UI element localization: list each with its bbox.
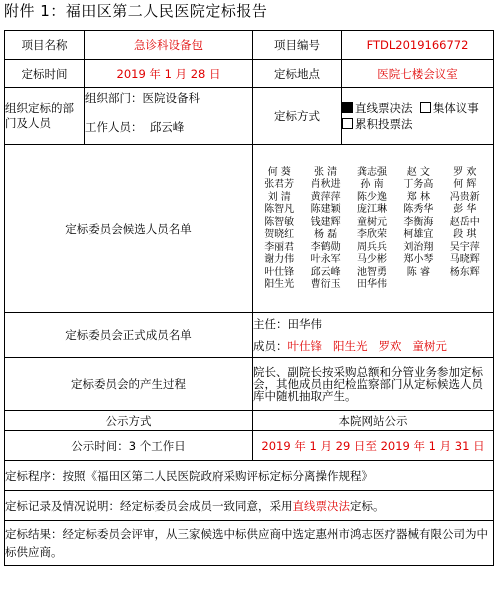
- candidate-name: 田华伟: [356, 279, 387, 290]
- table-row: [5, 461, 494, 491]
- candidate-name: 陈秀华: [403, 204, 434, 215]
- candidate-name: 吴宇萍: [449, 241, 480, 253]
- candidate-name: 赵 文: [406, 166, 430, 178]
- checkbox-icon[interactable]: [342, 118, 353, 129]
- place-label: 定标地点: [253, 60, 342, 88]
- org-staff-label: 工作人员：: [85, 120, 143, 134]
- candidate-name: 黄萍萍: [310, 191, 341, 203]
- member-name: 罗欢: [378, 339, 402, 353]
- method-option: 集体议事: [432, 101, 479, 115]
- publicity-time: 2019 年 1 月 29 日至 2019 年 1 月 31 日: [253, 431, 494, 461]
- process-label: 定标委员会的产生过程: [5, 358, 253, 411]
- candidate-name: 何 葵: [267, 166, 291, 178]
- candidate-name: 李衡海: [403, 216, 434, 228]
- table-row: [5, 491, 494, 521]
- candidate-name: 何 辉: [453, 179, 477, 190]
- candidate-name: 钱建辉: [310, 216, 341, 228]
- table-row: [5, 60, 494, 88]
- candidate-name: 陈建颖: [310, 204, 341, 215]
- table-row: [5, 88, 494, 145]
- checkbox-icon[interactable]: [420, 102, 431, 113]
- candidate-name: 贺晓红: [264, 229, 295, 240]
- candidate-name: 叶永军: [310, 254, 341, 265]
- org-dept-label: 组织部门：: [85, 91, 143, 105]
- candidate-name: 曹衍玉: [310, 279, 341, 290]
- candidate-name: 柯雄宜: [403, 229, 434, 240]
- method-options: [342, 88, 494, 145]
- table-row: [5, 521, 494, 566]
- candidate-name: 杨东辉: [449, 266, 480, 278]
- candidate-name: 李欣荣: [356, 229, 387, 240]
- candidate-name: 张 清: [314, 166, 338, 178]
- formal-label: 定标委员会正式成员名单: [5, 313, 253, 358]
- table-row: [5, 411, 494, 431]
- result-text: 定标结果：经定标委员会评审，从三家候选中标供应商中选定惠州市鸿志医疗器械有限公司为中标供应商。: [5, 521, 494, 566]
- candidate-name: 肖秋进: [310, 179, 341, 190]
- date-label: 定标时间: [5, 60, 85, 88]
- report-table: [4, 30, 494, 566]
- candidate-name: 郑小琴: [403, 254, 434, 265]
- candidate-list: [253, 167, 493, 291]
- candidate-name: 陈智凡: [264, 204, 295, 215]
- project-no: FTDL2019166772: [342, 31, 494, 60]
- candidate-name: 阳生光: [264, 279, 295, 290]
- record-suffix: 定标。: [350, 498, 385, 513]
- candidate-name: 冯贵新: [449, 191, 480, 203]
- members-label: 成员：: [253, 339, 288, 353]
- candidate-name: 童树元: [356, 216, 387, 228]
- candidate-name: 马少彬: [356, 254, 387, 265]
- record-method: 直线票决法: [292, 498, 350, 513]
- project-name-label: 项目名称: [5, 31, 85, 60]
- formal-members: [253, 313, 494, 358]
- candidate-name: 周兵兵: [356, 241, 387, 253]
- candidate-name: 彭 华: [453, 204, 477, 215]
- chair-name: 田华伟: [287, 317, 322, 331]
- table-row: [5, 313, 494, 358]
- org-details: [85, 88, 253, 145]
- candidate-name: 孙 南: [360, 179, 384, 190]
- record-prefix: 定标记录及情况说明：经定标委员会成员一致同意，采用: [5, 498, 293, 513]
- method-option: 直线票决法: [355, 101, 413, 115]
- candidate-name: 李丽君: [264, 241, 295, 253]
- record-cell: [5, 491, 494, 521]
- date-value: 2019 年 1 月 28 日: [85, 60, 253, 88]
- candidates-cell: [253, 145, 494, 313]
- candidate-name: 刘 清: [267, 191, 291, 203]
- table-row: [5, 431, 494, 461]
- project-no-label: 项目编号: [253, 31, 342, 60]
- checkbox-checked-icon[interactable]: [342, 102, 353, 113]
- member-name: 阳生光: [332, 339, 368, 353]
- candidate-name: 郑 林: [406, 191, 430, 203]
- candidate-name: 池智勇: [356, 266, 387, 278]
- place-value: 医院七楼会议室: [342, 60, 494, 88]
- candidate-name: 叶仕锋: [264, 266, 295, 278]
- chair-label: 主任：: [253, 317, 288, 331]
- candidate-name: 谢力伟: [264, 254, 295, 265]
- project-name: 急诊科设备包: [85, 31, 253, 60]
- candidate-name: 杨 磊: [314, 229, 338, 240]
- org-label: 组织定标的部门及人员: [5, 88, 85, 145]
- candidate-name: 陈 睿: [406, 266, 430, 278]
- candidate-name: 庞江琳: [356, 204, 387, 215]
- candidate-name: 罗 欢: [453, 166, 477, 178]
- member-name: 童树元: [412, 339, 447, 353]
- publicity-method: 本院网站公示: [253, 411, 494, 431]
- publicity-time-label: 公示时间：3 个工作日: [5, 431, 253, 461]
- candidate-name: 陈少逸: [356, 191, 387, 203]
- candidate-name: 丁务高: [403, 179, 434, 190]
- candidate-name: 李鹤勋: [310, 241, 341, 253]
- candidate-name: 段 琪: [453, 229, 477, 240]
- table-row: [5, 31, 494, 60]
- candidate-name: 刘治翔: [403, 241, 434, 253]
- page-title: 附件 1：福田区第二人民医院定标报告: [4, 2, 268, 20]
- procedure-text: 定标程序：按照《福田区第二人民医院政府采购评标定标分离操作规程》: [5, 461, 494, 491]
- org-staff: 邱云峰: [149, 120, 185, 134]
- candidate-name: 陈智敏: [264, 216, 295, 228]
- org-dept: 医院设备科: [142, 91, 200, 105]
- candidate-name: 马晓辉: [449, 254, 480, 265]
- candidate-name: 龚志强: [356, 166, 387, 178]
- candidate-name: 邱云峰: [310, 266, 341, 278]
- process-text: 院长、副院长按采购总额和分管业务参加定标会，其他成员由纪检监察部门从定标候选人员库中随机抽取产生。: [253, 358, 494, 411]
- candidates-label: 定标委员会候选人员名单: [5, 145, 253, 313]
- table-row: [5, 145, 494, 313]
- member-name: 叶仕锋: [287, 339, 322, 353]
- method-option: 累积投票法: [355, 117, 413, 131]
- publicity-method-label: 公示方式: [5, 411, 253, 431]
- table-row: [5, 358, 494, 411]
- method-label: 定标方式: [253, 88, 342, 145]
- candidate-name: 赵岳中: [449, 216, 480, 228]
- candidate-name: 张君芳: [264, 179, 295, 190]
